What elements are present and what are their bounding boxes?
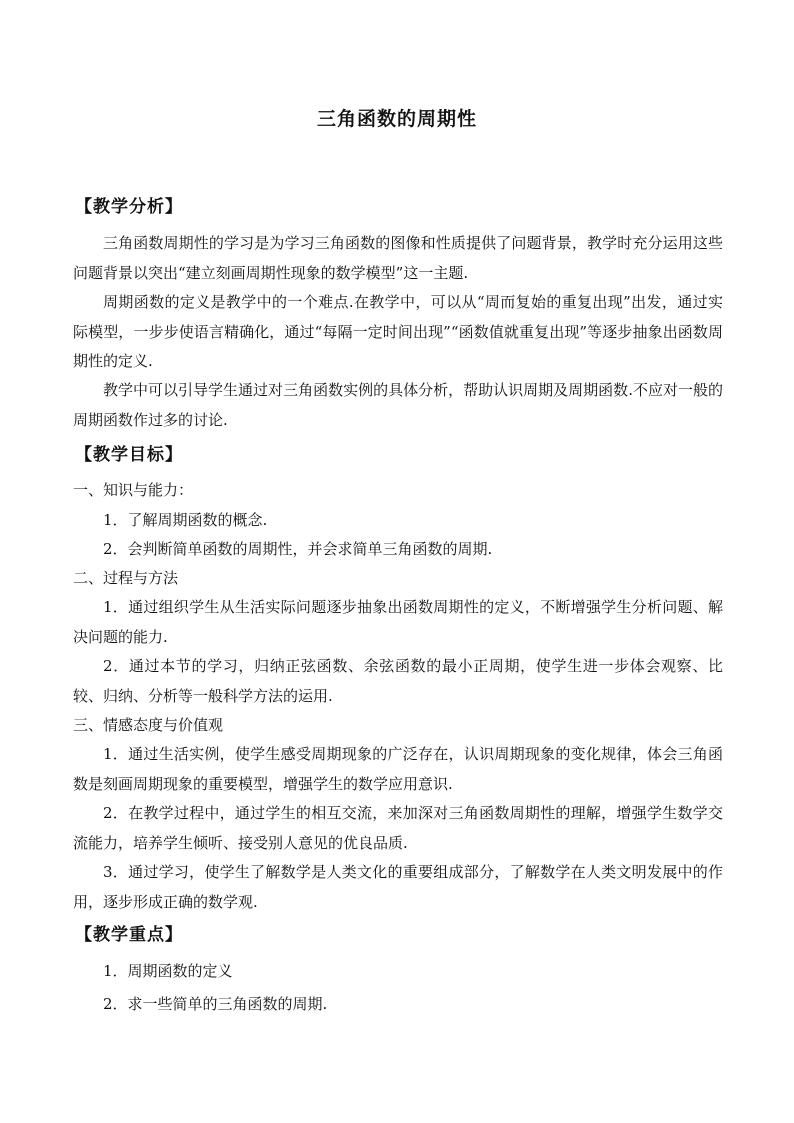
analysis-paragraph-3: 教学中可以引导学生通过对三角函数实例的具体分析，帮助认识周期及周期函数.不应对一般的周期函数作过多的讨论. [73, 381, 723, 429]
objectives-process-item-2: 2．通过本节的学习，归纳正弦函数、余弦函数的最小正周期，使学生进一步体会观察、比较、归纳、分析等一般科学方法的运用. [73, 657, 723, 705]
objectives-knowledge-item-1: 1．了解周期函数的概念. [103, 511, 268, 529]
objectives-knowledge-item-2: 2．会判断简单函数的周期性，并会求简单三角函数的周期. [103, 540, 493, 558]
section-heading-key-points: 【教学重点】 [75, 925, 183, 945]
objectives-attitude-item-1: 1．通过生活实例，使学生感受周期现象的广泛存在，认识周期现象的变化规律，体会三角函数是刻画周期现象的重要模型，增强学生的数学应用意识. [73, 745, 723, 793]
objectives-subheading-knowledge: 一、知识与能力： [73, 481, 194, 499]
objectives-attitude-item-2: 2．在教学过程中，通过学生的相互交流，来加深对三角函数周期性的理解，增强学生数学交流能力，培养学生倾听、接受别人意见的优良品质. [73, 804, 723, 852]
key-point-item-2: 2．求一些简单的三角函数的周期. [103, 995, 328, 1013]
analysis-paragraph-2: 周期函数的定义是教学中的一个难点.在教学中，可以从“周而复始的重复出现”出发，通过实际模型，一步步使语言精确化，通过“每隔一定时间出现”“函数值就重复出现”等逐步抽象出函数周期性的定义. [73, 293, 723, 370]
objectives-subheading-attitude: 三、情感态度与价值观 [73, 716, 224, 734]
objectives-subheading-process: 二、过程与方法 [73, 569, 179, 587]
analysis-paragraph-1: 三角函数周期性的学习是为学习三角函数的图像和性质提供了问题背景，教学时充分运用这些问题背景以突出“建立刻画周期性现象的数学模型”这一主题. [73, 234, 723, 282]
section-heading-analysis: 【教学分析】 [75, 197, 183, 217]
section-heading-objectives: 【教学目标】 [75, 445, 183, 465]
key-point-item-1: 1．周期函数的定义 [103, 962, 233, 980]
objectives-attitude-item-3: 3．通过学习，使学生了解数学是人类文化的重要组成部分，了解数学在人类文明发展中的作用，逐步形成正确的数学观. [73, 863, 723, 911]
document-title: 三角函数的周期性 [316, 108, 477, 130]
objectives-process-item-1: 1．通过组织学生从生活实际问题逐步抽象出函数周期性的定义，不断增强学生分析问题、解决问题的能力. [73, 598, 723, 646]
